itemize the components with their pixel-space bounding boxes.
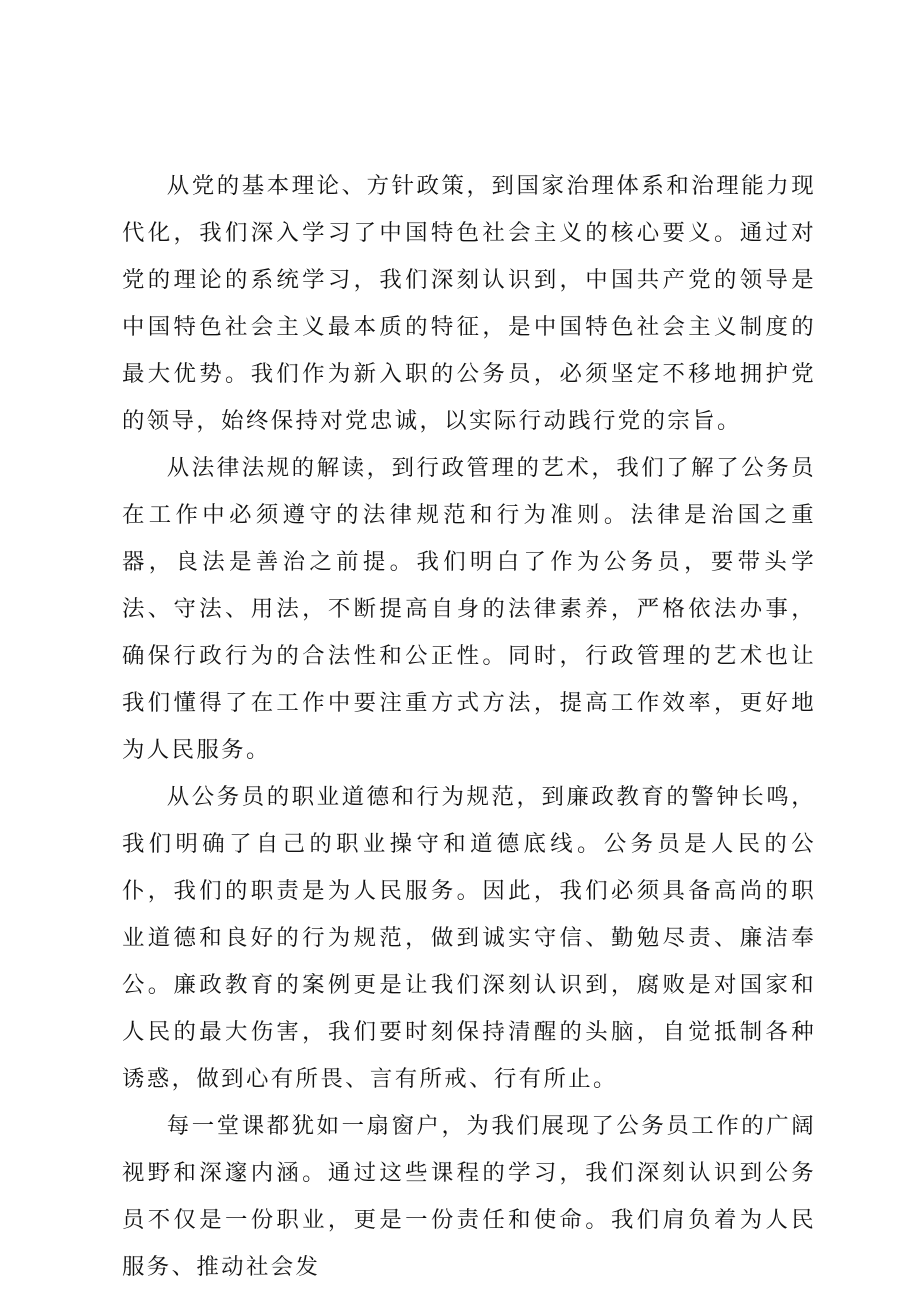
paragraph-3: 从公务员的职业道德和行为规范，到廉政教育的警钟长鸣，我们明确了自己的职业操守和道德底线。公务员是人民的公仆，我们的职责是为人民服务。因此，我们必须具备高尚的职业道德和良好的行为规范，做到诚实守信、勤勉尽责、廉洁奉公。廉政教育的案例更是让我们深刻认识到，腐败是对国家和人民的最大伤害，我们要时刻保持清醒的头脑，自觉抵制各种诱惑，做到心有所畏、言有所戒、行有所止。 (122, 784, 816, 1092)
paragraph-1: 从党的基本理论、方针政策，到国家治理体系和治理能力现代化，我们深入学习了中国特色社会主义的核心要义。通过对党的理论的系统学习，我们深刻认识到，中国共产党的领导是中国特色社会主义最本质的特征，是中国特色社会主义制度的最大优势。我们作为新入职的公务员，必须坚定不移地拥护党的领导，始终保持对党忠诚，以实际行动践行党的宗旨。 (122, 173, 816, 434)
paragraph-2: 从法律法规的解读，到行政管理的艺术，我们了解了公务员在工作中必须遵守的法律规范和行为准则。法律是治国之重器，良法是善治之前提。我们明白了作为公务员，要带头学法、守法、用法，不断提高自身的法律素养，严格依法办事，确保行政行为的合法性和公正性。同时，行政管理的艺术也让我们懂得了在工作中要注重方式方法，提高工作效率，更好地为人民服务。 (122, 455, 816, 763)
document-body (122, 163, 816, 1291)
paragraph-4: 每一堂课都犹如一扇窗户，为我们展现了公务员工作的广阔视野和深邃内涵。通过这些课程的学习，我们深刻认识到公务员不仅是一份职业，更是一份责任和使命。我们肩负着为人民服务、推动社会发 (122, 1113, 816, 1280)
